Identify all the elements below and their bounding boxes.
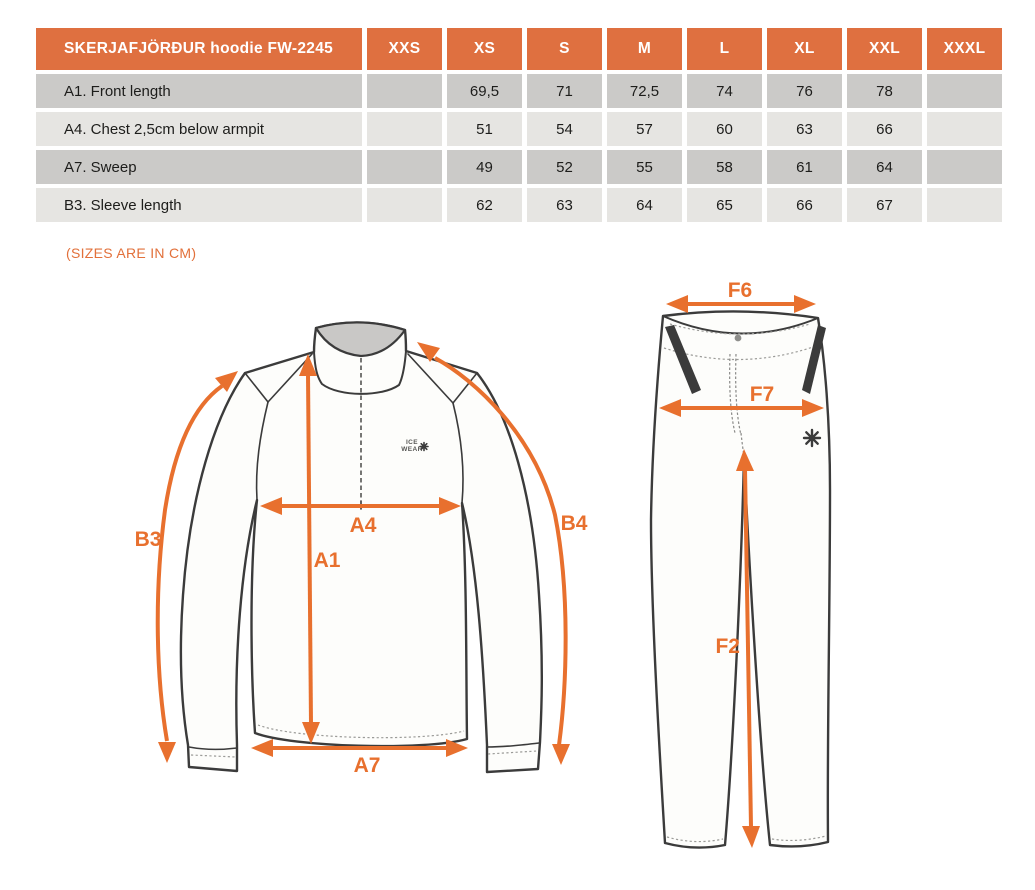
hoodie-logo-text-wear: WEAR	[401, 446, 423, 453]
measurement-row	[36, 112, 1002, 146]
size-value: 69,5	[447, 74, 522, 108]
pants-diagram	[640, 280, 930, 860]
size-value: 57	[607, 112, 682, 146]
size-value: 64	[847, 150, 922, 184]
size-value: 67	[847, 188, 922, 222]
pants-outline	[651, 311, 830, 847]
size-header-s: S	[527, 28, 602, 70]
size-value	[927, 74, 1002, 108]
pants-logo-snowflake-icon	[804, 430, 820, 446]
size-header-xl: XL	[767, 28, 842, 70]
size-value: 58	[687, 150, 762, 184]
product-title-header: SKERJAFJÖRÐUR hoodie FW-2245	[36, 28, 362, 70]
size-value: 51	[447, 112, 522, 146]
size-value: 66	[847, 112, 922, 146]
size-value: 71	[527, 74, 602, 108]
size-value: 65	[687, 188, 762, 222]
size-value	[367, 150, 442, 184]
pants-label-f6: F6	[727, 280, 753, 302]
measurement-label: B3. Sleeve length	[36, 188, 362, 222]
size-value	[367, 188, 442, 222]
size-header-xs: XS	[447, 28, 522, 70]
measurement-row	[36, 74, 1002, 108]
hoodie-diagram	[115, 295, 605, 785]
hoodie-label-a1: A1	[313, 549, 341, 572]
size-header-xxxl: XXXL	[927, 28, 1002, 70]
size-value	[367, 112, 442, 146]
measurement-label: A7. Sweep	[36, 150, 362, 184]
size-value	[367, 74, 442, 108]
pants-label-f2: F2	[715, 635, 740, 658]
size-value: 52	[527, 150, 602, 184]
size-value	[927, 188, 1002, 222]
hoodie-label-a4: A4	[349, 514, 377, 537]
size-value: 61	[767, 150, 842, 184]
hoodie-logo-text-ice: ICE	[405, 439, 419, 446]
measurement-row	[36, 188, 1002, 222]
size-table	[31, 24, 1007, 226]
size-value: 74	[687, 74, 762, 108]
measurement-label: A1. Front length	[36, 74, 362, 108]
size-value: 64	[607, 188, 682, 222]
measurement-row	[36, 150, 1002, 184]
hoodie-label-b3: B3	[134, 528, 162, 551]
size-value: 78	[847, 74, 922, 108]
size-value	[927, 150, 1002, 184]
size-value: 60	[687, 112, 762, 146]
size-value: 55	[607, 150, 682, 184]
sizes-unit-note: (SIZES ARE IN CM)	[66, 245, 197, 261]
measurement-label: A4. Chest 2,5cm below armpit	[36, 112, 362, 146]
pants-button	[735, 335, 742, 342]
size-header-xxs: XXS	[367, 28, 442, 70]
size-value: 49	[447, 150, 522, 184]
size-value: 63	[527, 188, 602, 222]
hoodie-label-a7: A7	[353, 754, 381, 777]
size-value: 62	[447, 188, 522, 222]
size-table-header-row	[36, 28, 1002, 70]
hoodie-logo-snowflake-icon	[420, 443, 428, 451]
size-header-l: L	[687, 28, 762, 70]
size-value: 54	[527, 112, 602, 146]
size-header-xxl: XXL	[847, 28, 922, 70]
pants-label-f7: F7	[749, 383, 775, 406]
size-value: 72,5	[607, 74, 682, 108]
size-header-m: M	[607, 28, 682, 70]
size-value	[927, 112, 1002, 146]
hoodie-label-b4: B4	[560, 512, 588, 535]
size-value: 63	[767, 112, 842, 146]
size-value: 66	[767, 188, 842, 222]
size-value: 76	[767, 74, 842, 108]
